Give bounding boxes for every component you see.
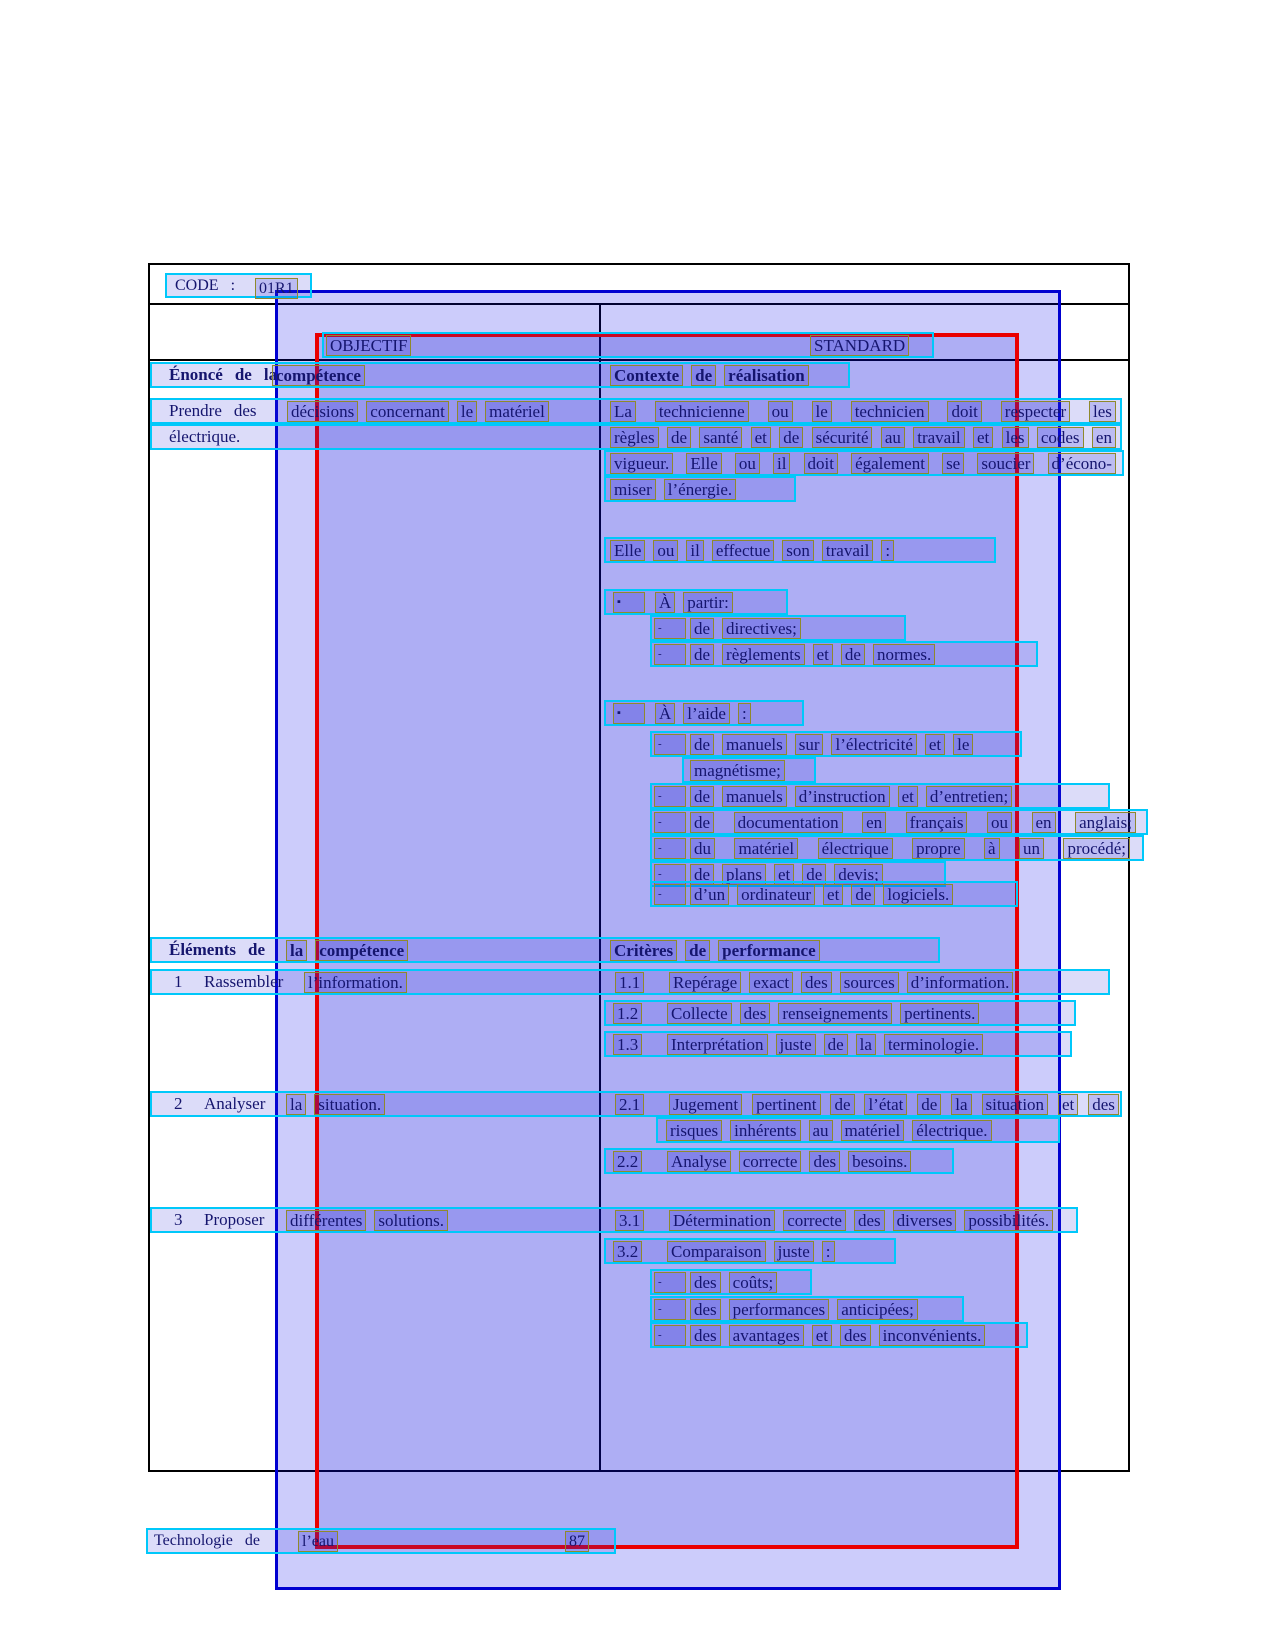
word-box: électrique. [912, 1120, 991, 1141]
a-laide-text [655, 703, 751, 724]
word: Proposer [204, 1210, 265, 1229]
word-box: la [856, 1034, 876, 1055]
word-box: possibilités. [964, 1210, 1053, 1231]
word-box: des [809, 1151, 840, 1172]
word-box: Elle [610, 540, 645, 561]
word-box: et [925, 734, 945, 755]
dash-icon [654, 812, 686, 833]
word: Technologie [154, 1532, 233, 1549]
materiel-procede-text [690, 838, 1130, 859]
word-box: besoins. [848, 1151, 911, 1172]
word-box: un [1019, 838, 1044, 859]
word-box: Interprétation [667, 1034, 768, 1055]
word-box: - [654, 786, 686, 807]
word-box: - [654, 618, 686, 639]
section-headings-line [150, 362, 850, 388]
word-box: compétence [315, 940, 408, 961]
element-3-text-b [286, 1210, 448, 1231]
manuels-electricite-text [690, 734, 973, 755]
word-box: - [654, 864, 686, 885]
word-box: la [286, 1094, 306, 1115]
word-box: situation. [314, 1094, 385, 1115]
word-box: il [773, 453, 790, 474]
word-box: diverses [893, 1210, 957, 1231]
code-line-box [165, 273, 312, 298]
word-box: avantages [729, 1325, 804, 1346]
word-box: ou [735, 453, 760, 474]
word-box: 3.1 [615, 1210, 644, 1231]
word-box: travail [913, 427, 964, 448]
word-box: matériel [485, 401, 549, 422]
a-partir-text [655, 592, 733, 613]
word-box: de [917, 1094, 941, 1115]
word-box: doit [947, 401, 981, 422]
footer-title-right [298, 1531, 338, 1552]
word-box: correcte [739, 1151, 802, 1172]
word-box: de [690, 786, 714, 807]
word-box: des [690, 1299, 721, 1320]
word-box: 87 [565, 1531, 589, 1552]
enonce-heading-left [167, 365, 279, 384]
word-box: et [898, 786, 918, 807]
word-box: ordinateur [737, 884, 815, 905]
word-box: différentes [286, 1210, 366, 1231]
item-manuels-electricite [650, 731, 1022, 757]
word-box: en [1092, 427, 1116, 448]
word-box: coûts; [729, 1272, 778, 1293]
word-box: ou [768, 401, 793, 422]
word-box: des [840, 1325, 871, 1346]
criterion-1-2-number [613, 1003, 642, 1024]
word-box: la [951, 1094, 971, 1115]
elements-heading-right [286, 940, 408, 961]
word-box: manuels [722, 786, 787, 807]
word-box: 1.3 [613, 1034, 642, 1055]
performances-text [690, 1299, 918, 1320]
dash-icon [654, 1325, 686, 1346]
element-1-text-b [304, 972, 407, 993]
word-box: des [690, 1272, 721, 1293]
word-box: l’électricité [831, 734, 916, 755]
word-box: en [1032, 812, 1056, 833]
word-box: directives; [722, 618, 801, 639]
contexte-paragraph-l1 [610, 401, 1116, 422]
word-box: et [973, 427, 993, 448]
element-1-text-a [202, 972, 285, 991]
word-box: de [667, 427, 691, 448]
word-box: matériel [734, 838, 798, 859]
word-box: miser [610, 479, 656, 500]
dash-icon [654, 1272, 686, 1293]
word-box: - [654, 644, 686, 665]
footer-line-box [146, 1528, 616, 1554]
word-box: - [654, 1325, 686, 1346]
word-box: Comparaison [667, 1241, 766, 1262]
effectue-text [610, 540, 894, 561]
word-box: La [610, 401, 636, 422]
row-competence-l2 [150, 424, 1122, 450]
word-box: la [286, 940, 307, 961]
word-box: de [830, 1094, 854, 1115]
word-box: procédé; [1063, 838, 1130, 859]
column-header-objectif [326, 335, 411, 356]
word-box: - [654, 812, 686, 833]
row-criterion-1-2 [604, 1000, 1076, 1026]
word-box: pertinent [752, 1094, 820, 1115]
word: de [234, 365, 252, 384]
word-box: des [740, 1003, 771, 1024]
word-box: de [690, 812, 714, 833]
word-box: : [738, 703, 751, 724]
criterion-1-1-text [669, 972, 1013, 993]
word-box: correcte [783, 1210, 846, 1231]
word-box: magnétisme; [690, 760, 785, 781]
word-box: et [823, 884, 843, 905]
element-3-text-a [202, 1210, 266, 1229]
table-header-line-box [322, 332, 934, 358]
word-box: le [953, 734, 973, 755]
word-box: compétence [272, 365, 365, 386]
effectue-line [604, 537, 996, 563]
dash-icon [654, 618, 686, 639]
dash-icon [654, 884, 686, 905]
word-box: d’information. [907, 972, 1014, 993]
word-box: Repérage [669, 972, 741, 993]
word: Analyser [204, 1094, 266, 1113]
word-box: logiciels. [883, 884, 953, 905]
word-box: l’énergie. [664, 479, 736, 500]
word: Prendre [169, 401, 222, 420]
word: : [230, 277, 236, 294]
word-box: travail [822, 540, 873, 561]
criterion-2-1-text [669, 1094, 1119, 1115]
word-box: propre [912, 838, 964, 859]
word-box: : [881, 540, 894, 561]
word-box: d’un [690, 884, 729, 905]
word-box: il [686, 540, 703, 561]
word-box: ou [987, 812, 1012, 833]
word-box: de [690, 734, 714, 755]
word-box: exact [749, 972, 793, 993]
word-box: de [690, 864, 714, 885]
competence-text-a [167, 401, 259, 420]
row-competence-l1 [150, 398, 1122, 424]
word-box: d’écono- [1048, 453, 1116, 474]
word: Énoncé [169, 365, 223, 384]
word: 3 [174, 1210, 183, 1229]
contexte-paragraph-l3 [604, 450, 1124, 476]
word-box: technicien [851, 401, 929, 422]
word-box: inconvénients. [879, 1325, 986, 1346]
item-performances [650, 1296, 964, 1322]
section-headings-line-2 [150, 937, 940, 963]
item-ordinateur [650, 881, 1018, 907]
word-box: Détermination [669, 1210, 775, 1231]
bullet-square-icon [613, 592, 645, 613]
word-box: le [812, 401, 832, 422]
item-couts [650, 1269, 812, 1295]
word-box: Jugement [669, 1094, 742, 1115]
word-box: soucier [977, 453, 1034, 474]
row-criterion-2-1-l2 [656, 1117, 1060, 1143]
word-box: Collecte [667, 1003, 732, 1024]
dash-icon [654, 734, 686, 755]
word-box: de [691, 365, 716, 386]
word-box: les [1089, 401, 1116, 422]
word-box: en [862, 812, 886, 833]
word-box: - [654, 734, 686, 755]
word-box: : [822, 1241, 835, 1262]
criterion-3-1-number [615, 1210, 644, 1231]
footer-title-left [152, 1531, 262, 1550]
criterion-2-2-number [613, 1151, 642, 1172]
word-box: anglais; [1075, 812, 1136, 833]
criterion-1-3-text [667, 1034, 983, 1055]
word-box: règles [610, 427, 659, 448]
word-box: - [654, 1299, 686, 1320]
word-box: partir: [683, 592, 733, 613]
column-header-standard [810, 335, 909, 356]
contexte-heading [610, 365, 809, 386]
enonce-heading-right [272, 365, 365, 386]
word-box: anticipées; [837, 1299, 918, 1320]
item-materiel-procede [650, 835, 1144, 861]
word-box: de [690, 618, 714, 639]
word-box: décisions [287, 401, 358, 422]
row-element-1 [150, 969, 1110, 995]
word-box: inhérents [730, 1120, 800, 1141]
word-box: d’instruction [795, 786, 890, 807]
word: CODE [175, 277, 219, 294]
word-box: doit [804, 453, 838, 474]
word-box: des [801, 972, 832, 993]
word-box: de [685, 940, 710, 961]
word-box: l’information. [304, 972, 407, 993]
word-box: matériel [841, 1120, 905, 1141]
row-element-2 [150, 1091, 1122, 1117]
word-box: - [654, 884, 686, 905]
word-box: terminologie. [884, 1034, 983, 1055]
word-box: normes. [873, 644, 935, 665]
ordinateur-text [690, 884, 953, 905]
word-box: réalisation [724, 365, 809, 386]
word-box: l’état [864, 1094, 907, 1115]
word: la [263, 365, 278, 384]
word-box: l’eau [298, 1531, 338, 1552]
word-box: risques [666, 1120, 722, 1141]
word-box: 2.1 [615, 1094, 644, 1115]
word-box: sécurité [812, 427, 873, 448]
word-box: Elle [686, 453, 721, 474]
word-box: également [851, 453, 929, 474]
word-box: du [690, 838, 715, 859]
bullet-a-laide [604, 700, 804, 726]
contexte-paragraph-l4-text [610, 479, 736, 500]
bullet-a-partir [604, 589, 788, 615]
word-box: et [1058, 1094, 1078, 1115]
word-box: 3.2 [613, 1241, 642, 1262]
word-box: ▪ [613, 592, 645, 613]
word-box: sources [840, 972, 899, 993]
word-box: manuels [722, 734, 787, 755]
word-box: santé [699, 427, 742, 448]
word: des [233, 401, 257, 420]
word-box: 2.2 [613, 1151, 642, 1172]
word-box: français [906, 812, 968, 833]
word-box: et [812, 1325, 832, 1346]
row-criterion-3-2 [604, 1238, 896, 1264]
code-label [173, 276, 237, 295]
element-2-text-b [286, 1094, 385, 1115]
bullet-square-icon [613, 703, 645, 724]
word-box: au [881, 427, 905, 448]
criterion-2-1-text-l2 [666, 1120, 992, 1141]
word-box: des [1088, 1094, 1119, 1115]
directives-text [690, 618, 801, 639]
word: de [248, 940, 266, 959]
word-box: plans [722, 864, 766, 885]
couts-text [690, 1272, 777, 1293]
item-directives [650, 615, 906, 641]
word-box: d’entretien; [926, 786, 1012, 807]
word-box: de [841, 644, 865, 665]
word-box: l’aide [683, 703, 730, 724]
dash-icon [654, 1299, 686, 1320]
word-box: concernant [366, 401, 449, 422]
word: Éléments [169, 940, 237, 959]
word-box: performances [729, 1299, 830, 1320]
word: 1 [174, 972, 183, 991]
word: électrique. [169, 427, 241, 446]
word-box: solutions. [374, 1210, 448, 1231]
criterion-2-1-number [615, 1094, 644, 1115]
documentation-text [690, 812, 1136, 833]
criteres-heading [610, 940, 820, 961]
word-box: et [774, 864, 794, 885]
competence-text-c [167, 427, 242, 446]
word-box: situation [982, 1094, 1049, 1115]
criterion-1-2-text [667, 1003, 979, 1024]
word-box: Contexte [610, 365, 683, 386]
word-box: règlements [722, 644, 805, 665]
word-box: respecter [1001, 401, 1070, 422]
criterion-1-3-number [613, 1034, 642, 1055]
word-box: de [779, 427, 803, 448]
item-reglements [650, 641, 1038, 667]
word-box: Critères [610, 940, 677, 961]
word-box: et [813, 644, 833, 665]
code-value [255, 278, 298, 299]
word-box: performance [718, 940, 819, 961]
criterion-1-1-number [615, 972, 644, 993]
manuels-instruction-text [690, 786, 1012, 807]
elements-heading-left [167, 940, 267, 959]
word-box: de [690, 644, 714, 665]
word-box: À [655, 703, 675, 724]
word-box: STANDARD [810, 335, 909, 356]
contexte-paragraph-l4 [604, 476, 796, 502]
word-box: les [1002, 427, 1029, 448]
word-box: À [655, 592, 675, 613]
word-box: vigueur. [610, 453, 673, 474]
word-box: de [824, 1034, 848, 1055]
word-box: effectue [712, 540, 774, 561]
word-box: le [457, 401, 477, 422]
reglements-text [690, 644, 935, 665]
word-box: codes [1037, 427, 1084, 448]
word-box: se [942, 453, 964, 474]
word-box: de [802, 864, 826, 885]
word-box: Analyse [667, 1151, 731, 1172]
word-box: ▪ [613, 703, 645, 724]
item-documentation [650, 809, 1148, 835]
dash-icon [654, 644, 686, 665]
word-box: technicienne [655, 401, 749, 422]
word-box: pertinents. [900, 1003, 979, 1024]
word-box: 1.1 [615, 972, 644, 993]
item-manuels-instruction [650, 783, 1110, 809]
element-2-number [172, 1094, 185, 1113]
word-box: ou [653, 540, 678, 561]
word-box: à [984, 838, 1000, 859]
item-avantages [650, 1322, 1028, 1348]
word-box: - [654, 838, 686, 859]
contexte-paragraph-l2 [610, 427, 1116, 448]
criterion-3-2-number [613, 1241, 642, 1262]
avantages-text [690, 1325, 985, 1346]
word-box: sur [795, 734, 824, 755]
contexte-paragraph-l3-text [610, 453, 1116, 474]
dash-icon [654, 838, 686, 859]
item-magnetisme [682, 757, 816, 783]
criterion-2-2-text [667, 1151, 911, 1172]
word-box: et [751, 427, 771, 448]
row-criterion-2-2 [604, 1148, 954, 1174]
element-2-text-a [202, 1094, 267, 1113]
dash-icon [654, 786, 686, 807]
word-box: 1.2 [613, 1003, 642, 1024]
word-box: documentation [734, 812, 843, 833]
word-box: électrique [818, 838, 893, 859]
criterion-3-1-text [669, 1210, 1053, 1231]
word-box: juste [776, 1034, 816, 1055]
magnetisme-text [690, 760, 785, 781]
word-box: renseignements [778, 1003, 892, 1024]
element-3-number [172, 1210, 185, 1229]
element-1-number [172, 972, 185, 991]
word-box: 01R1 [255, 278, 298, 299]
row-criterion-1-3 [604, 1031, 1072, 1057]
word-box: OBJECTIF [326, 335, 411, 356]
row-element-3 [150, 1207, 1078, 1233]
word-box: juste [774, 1241, 814, 1262]
word-box: au [809, 1120, 833, 1141]
word: Rassembler [204, 972, 284, 991]
word: de [244, 1532, 260, 1549]
word-box: des [854, 1210, 885, 1231]
page-number [565, 1531, 589, 1552]
competence-text-b [287, 401, 549, 422]
word-box: son [782, 540, 814, 561]
word-box: de [851, 884, 875, 905]
word-box: des [690, 1325, 721, 1346]
word-box: devis; [834, 864, 883, 885]
word: 2 [174, 1094, 183, 1113]
criterion-3-2-text [667, 1241, 835, 1262]
word-box: - [654, 1272, 686, 1293]
